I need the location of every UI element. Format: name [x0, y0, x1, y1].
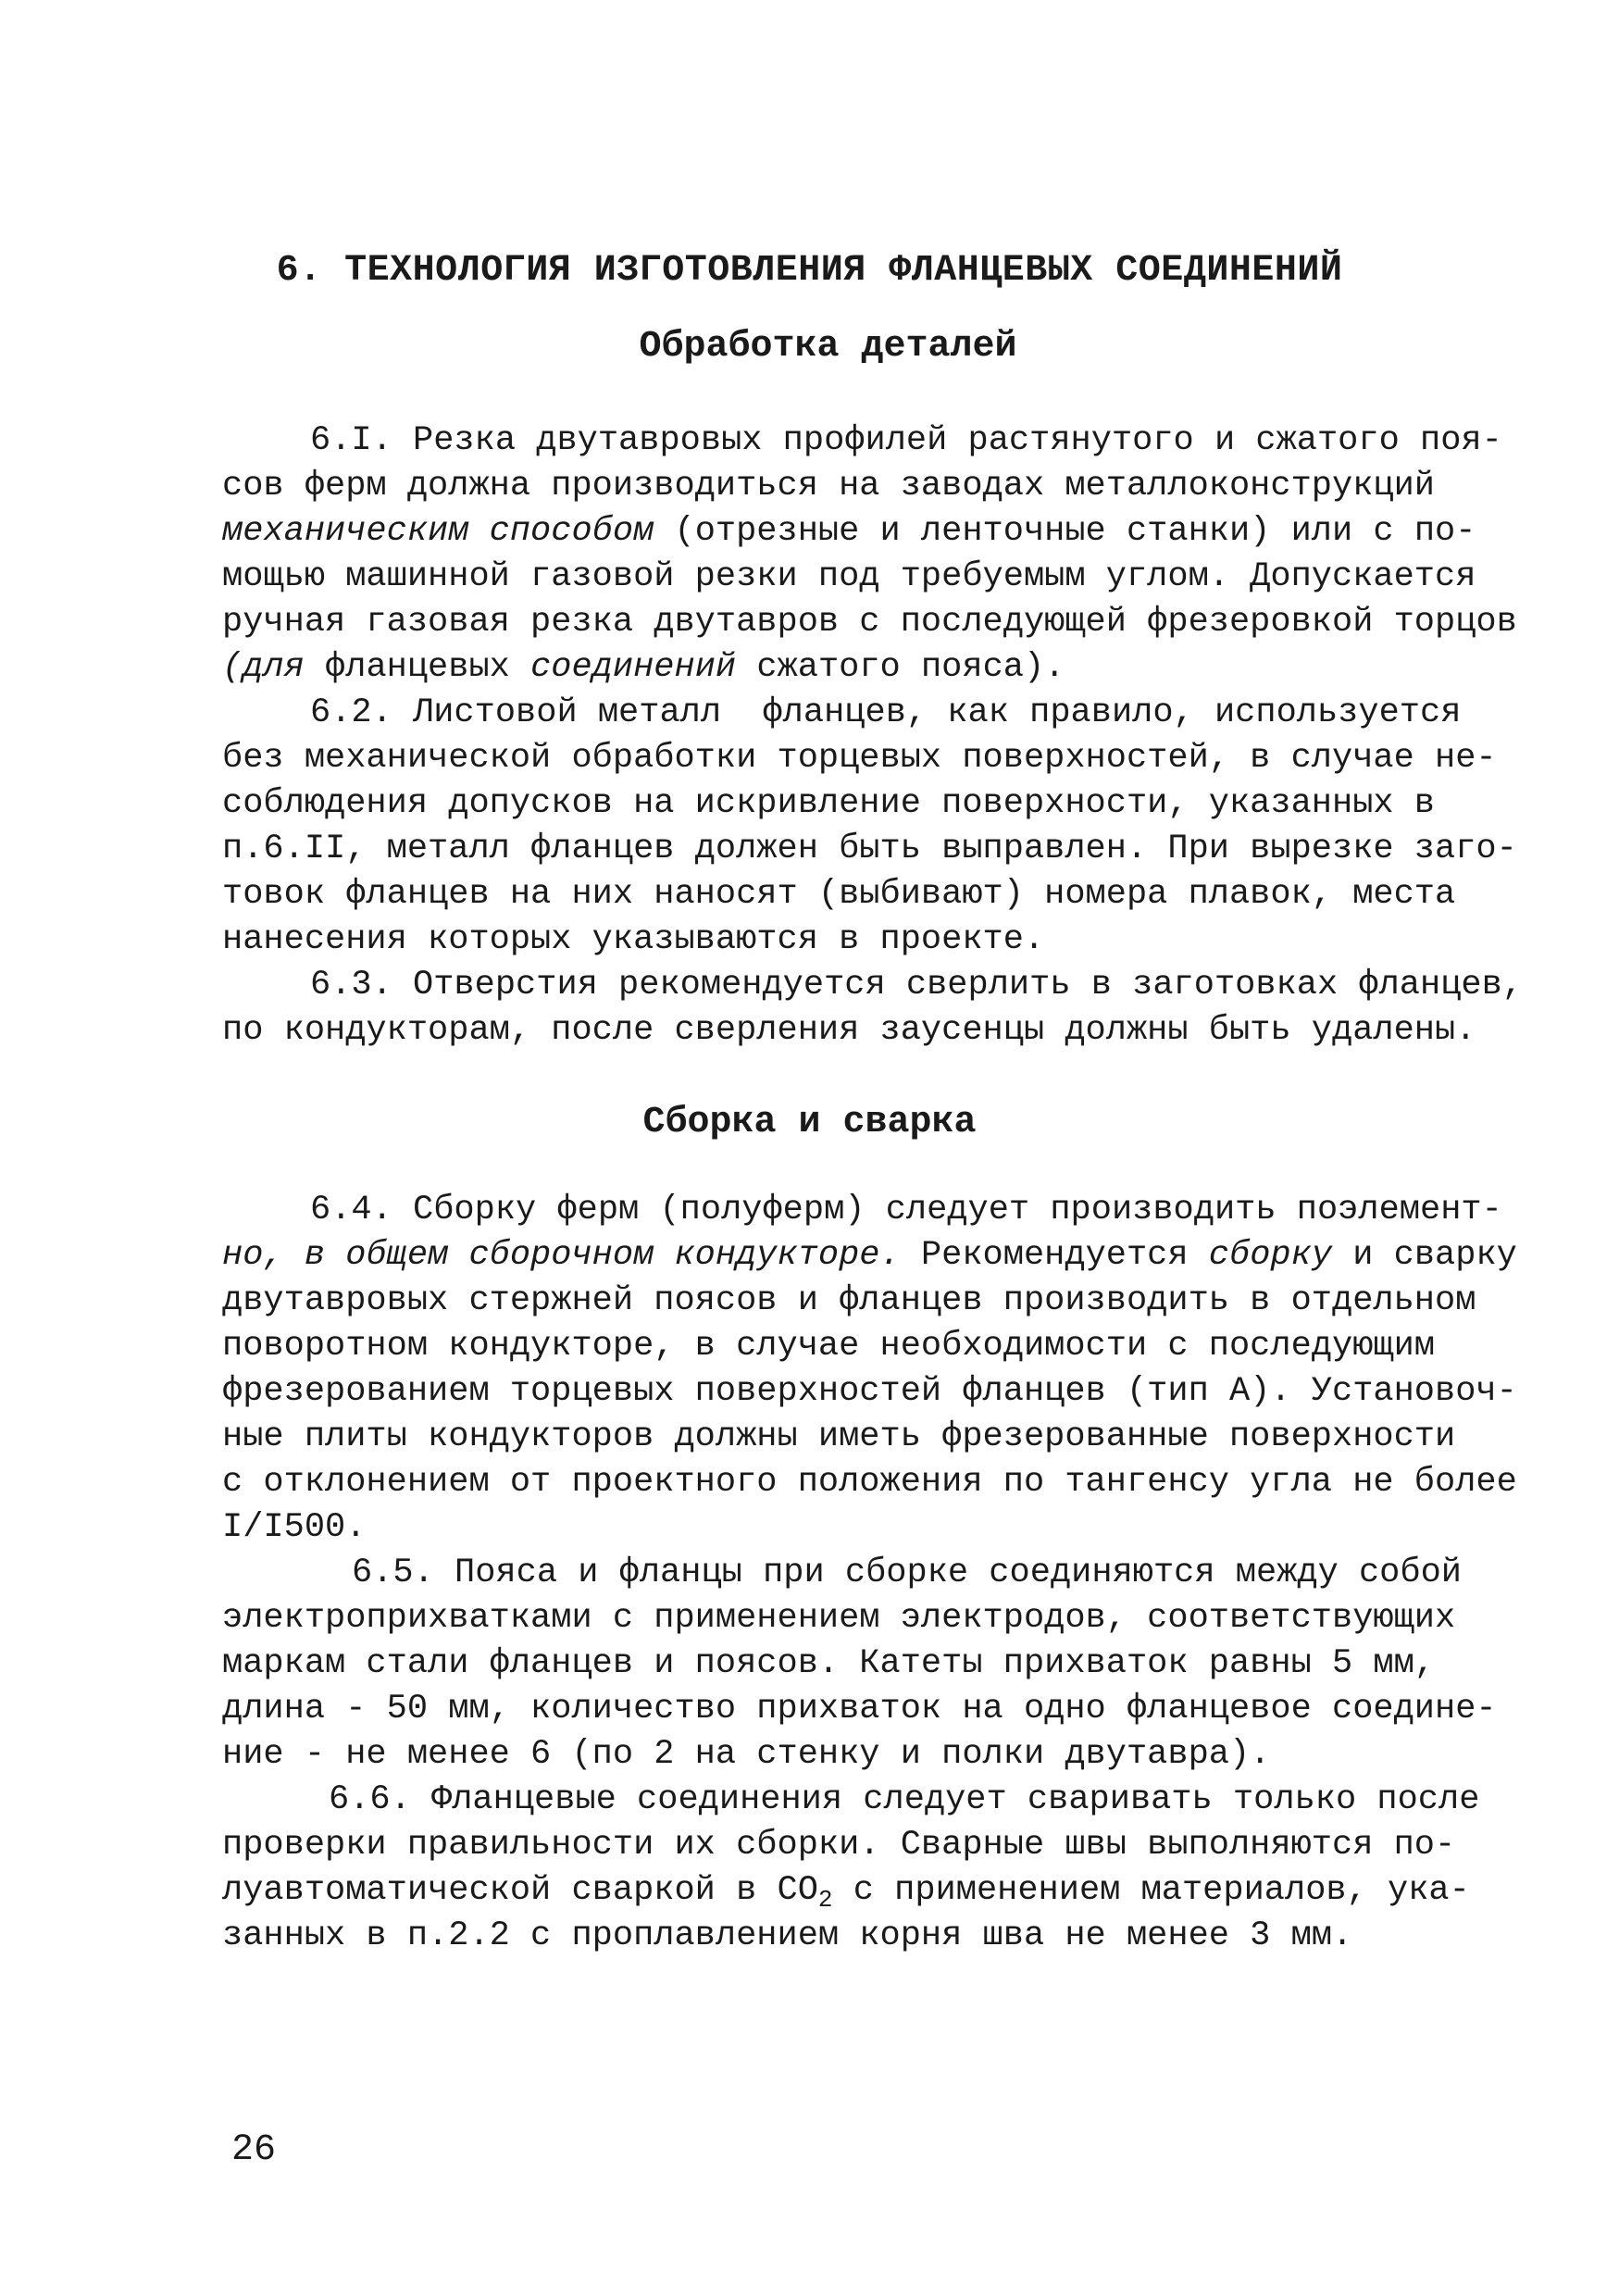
text-line: длина - 50 мм, количество прихваток на одно фланцевое соедине-	[222, 1690, 1497, 1728]
subtitle-processing: Обработка деталей	[639, 326, 1017, 368]
text-span: и сварку	[1332, 1236, 1517, 1275]
text-line: проверки правильности их сборки. Сварные швы выполняются по-	[222, 1826, 1456, 1865]
italic-text: (для	[222, 648, 305, 687]
text-line: 6.3. Отверстия рекомендуется сверлить в заготовках фланцев,	[310, 966, 1524, 1004]
text-line: ные плиты кондукторов должны иметь фрезерованные поверхности	[222, 1417, 1456, 1456]
text-line: 6.6. Фланцевые соединения следует сваривать только после	[329, 1780, 1480, 1819]
text-line: маркам стали фланцев и поясов. Катеты прихваток равны 5 мм,	[222, 1644, 1436, 1683]
italic-text: механическим способом	[222, 512, 654, 551]
text-line	[222, 645, 1426, 690]
text-line: двутавровых стержней поясов и фланцев производить в отдельном	[222, 1281, 1476, 1320]
subscript: 2	[817, 1886, 833, 1914]
section-title: 6. ТЕХНОЛОГИЯ ИЗГОТОВЛЕНИЯ ФЛАНЦЕВЫХ СОЕДИНЕНИЙ	[276, 250, 1343, 292]
text-line: ручная газовая резка двутавров с последующей фрезеровкой торцов	[222, 603, 1517, 642]
text-line: п.6.II, металл фланцев должен быть выправлен. При вырезке заго-	[222, 830, 1517, 868]
text-line: поворотном кондукторе, в случае необходимости с последующим	[222, 1327, 1436, 1366]
text-line: с отклонением от проектного положения по тангенсу угла не более	[222, 1463, 1517, 1502]
text-line	[222, 1233, 1517, 1278]
text-line: по кондукторам, после сверления заусенцы должны быть удалены.	[222, 1011, 1476, 1050]
text-line: 6.4. Сборку ферм (полуферм) следует производить поэлемент-	[310, 1191, 1502, 1229]
page-number: 26	[231, 2129, 277, 2171]
text-line: сов ферм должна производиться на заводах металлоконструкций	[222, 467, 1436, 505]
text-line: занных в п.2.2 с проплавлением корня шва не менее 3 мм.	[222, 1916, 1353, 1955]
text-line: электроприхватками с применением электродов, соответствующих	[222, 1599, 1456, 1638]
text-span: фланцевых	[304, 648, 531, 687]
text-span: с применением материалов, ука-	[832, 1871, 1470, 1910]
text-span: сжатого пояса).	[736, 648, 1065, 687]
text-span: (отрезные и ленточные станки) или с по-	[654, 512, 1476, 551]
italic-text: соединений	[530, 648, 737, 687]
text-line: товок фланцев на них наносят (выбивают) номера плавок, места	[222, 875, 1456, 914]
text-line: соблюдения допусков на искривление поверхности, указанных в	[222, 784, 1436, 823]
text-span: луавтоматической сваркой в CO	[222, 1871, 818, 1910]
italic-text: но, в общем сборочном кондукторе.	[222, 1236, 901, 1275]
text-line: мощью машинной газовой резки под требуемым углом. Допускается	[222, 557, 1476, 596]
text-line: нанесения которых указываются в проекте.	[222, 920, 1045, 959]
subtitle-assembly-welding: Сборка и сварка	[642, 1102, 977, 1143]
text-line: без механической обработки торцевых поверхностей, в случае не-	[222, 739, 1497, 778]
text-line: 6.5. Пояса и фланцы при сборке соединяются между собой	[352, 1554, 1462, 1592]
text-line: 6.I. Резка двутавровых профилей растянутого и сжатого поя-	[310, 421, 1502, 460]
text-line: 6.2. Листовой металл фланцев, как правило, используется	[310, 693, 1462, 732]
text-line	[222, 509, 1476, 554]
text-line: фрезерованием торцевых поверхностей фланцев (тип А). Установоч-	[222, 1372, 1517, 1411]
text-span: Рекомендуется	[900, 1236, 1209, 1275]
italic-text: сборку	[1208, 1236, 1333, 1275]
text-line: ние - не менее 6 (по 2 на стенку и полки двутавра).	[222, 1735, 1271, 1774]
text-line: I/I500.	[222, 1508, 367, 1547]
